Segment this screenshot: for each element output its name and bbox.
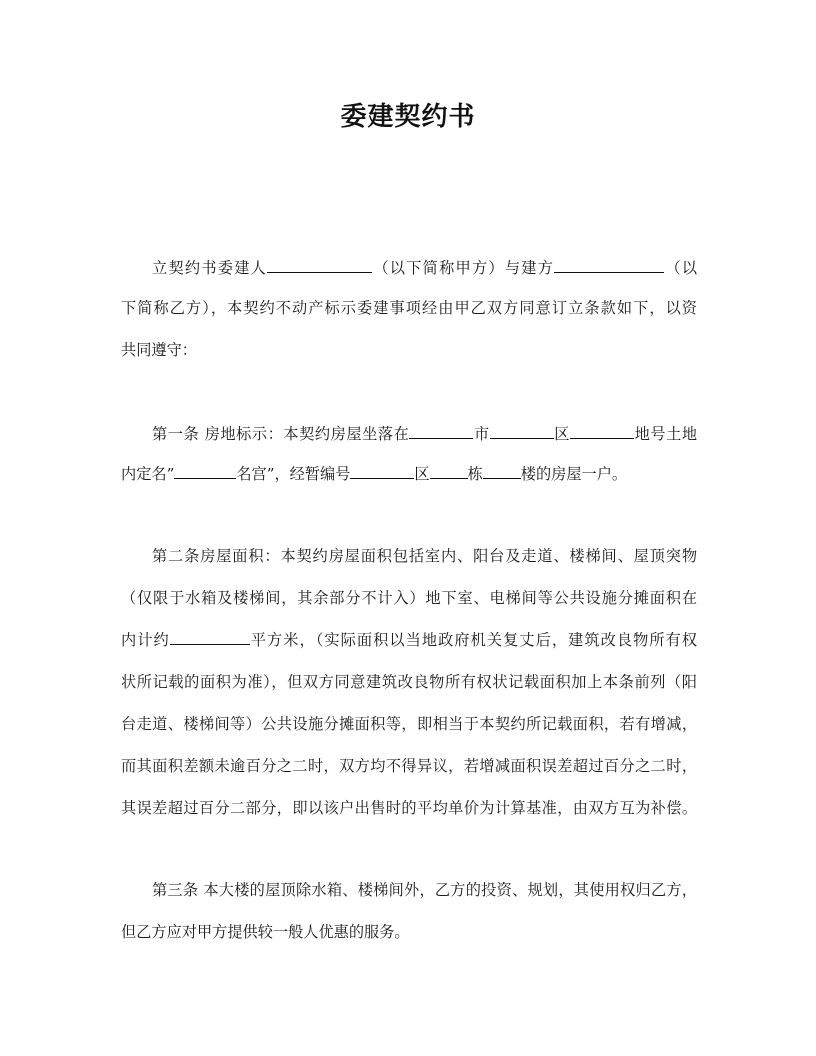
article1-text: 名宫”，经暂编号 (236, 465, 351, 483)
article1-text: 地号土地 (634, 425, 698, 443)
area-sqm-blank[interactable] (170, 630, 250, 645)
district-blank[interactable] (490, 424, 554, 439)
temp-zone-blank[interactable] (350, 464, 414, 479)
preamble-line-3: 共同遵守： (121, 341, 197, 359)
article1-line-2 (121, 464, 697, 484)
building-name-blank[interactable] (174, 464, 236, 479)
preamble-text: （以 (664, 259, 697, 277)
article2-text: 平方米，（实际面积以当地政府机关复丈后，建筑改良物所有权 (249, 631, 698, 649)
preamble-text: 立契约书委建人 (152, 259, 268, 277)
article2-line-7: 其误差超过百分二部分，即以该户出售时的平均单价为计算基准，由双方互为补偿。 (121, 799, 697, 817)
article1-text: 楼的房屋一户。 (520, 465, 628, 483)
block-blank[interactable] (430, 464, 468, 479)
lot-number-blank[interactable] (570, 424, 634, 439)
article2-line-5: 台走道、楼梯间等）公共设施分摊面积等，即相当于本契约所记载面积，若有增减， (121, 715, 697, 733)
preamble-line-2: 下简称乙方），本契约不动产标示委建事项经由甲乙双方同意订立条款如下，以资 (121, 299, 697, 317)
article1-text: 区 (553, 425, 571, 443)
article1-line-1 (121, 424, 697, 444)
article2-line-3 (121, 630, 697, 650)
principal-name-blank[interactable] (267, 258, 372, 273)
article2-line-4: 状所记载的面积为准），但双方同意建筑改良物所有权状记载面积加上本条前列（阳 (121, 673, 697, 691)
preamble-line-1 (121, 258, 697, 278)
article1-text: 栋 (467, 465, 483, 483)
article2-line-6: 而其面积差额未逾百分之二时，双方均不得异议，若增减面积误差超过百分之二时， (121, 757, 697, 775)
article2-line-1: 第二条房屋面积：本契约房屋面积包括室内、阳台及走道、楼梯间、屋顶突物 (152, 547, 697, 565)
preamble-text: （以下简称甲方）与建方 (372, 259, 555, 277)
article3-line-1: 第三条 本大楼的屋顶除水箱、楼梯间外，乙方的投资、规划，其使用权归乙方， (152, 881, 697, 899)
article1-text: 区 (414, 465, 430, 483)
city-blank[interactable] (409, 424, 473, 439)
article2-text: 内计约 (121, 631, 170, 649)
article1-text: 第一条 房地标示：本契约房屋坐落在 (152, 425, 410, 443)
floor-blank[interactable] (483, 464, 521, 479)
document-title: 委建契约书 (340, 102, 476, 132)
article1-text: 市 (473, 425, 490, 443)
article2-line-2: （仅限于水箱及楼梯间，其余部分不计入）地下室、电梯间等公共设施分摊面积在 (121, 589, 697, 607)
builder-name-blank[interactable] (554, 258, 664, 273)
article3-line-2: 但乙方应对甲方提供较一般人优惠的服务。 (121, 923, 410, 941)
article1-text: 内定名” (121, 465, 175, 483)
